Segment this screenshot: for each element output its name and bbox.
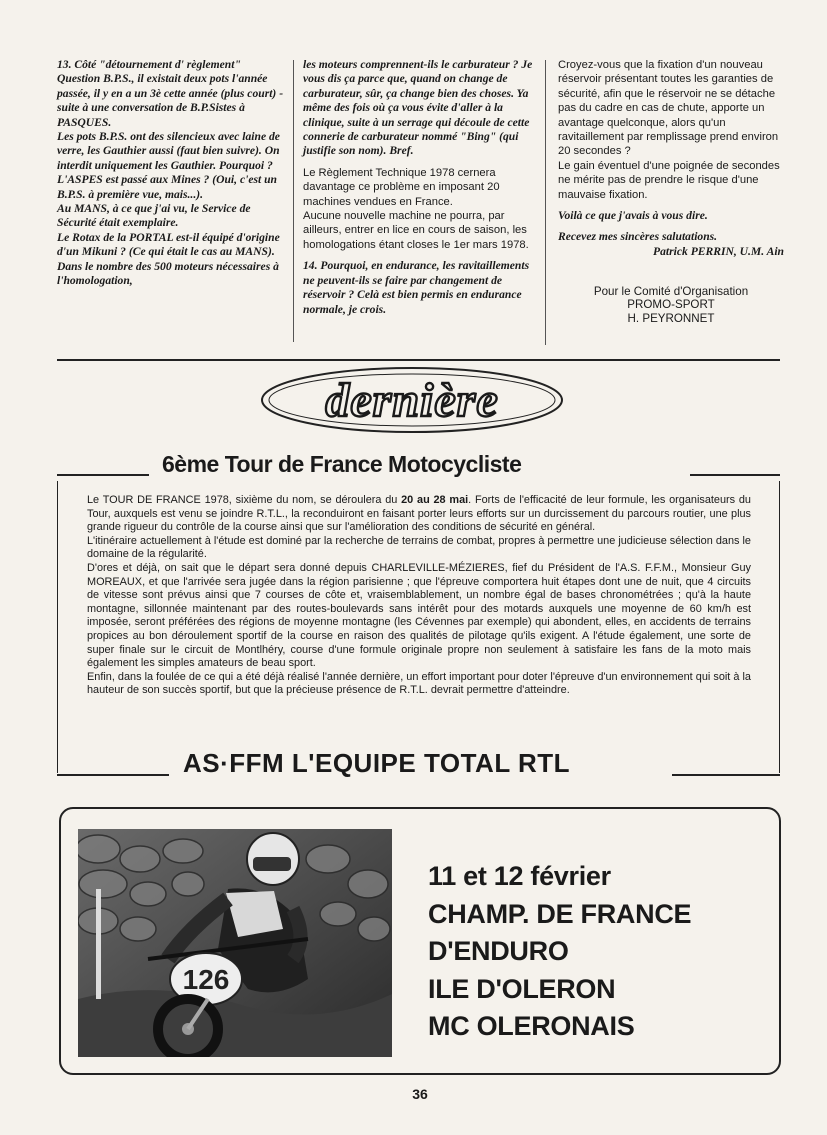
banner-word: dernière [325, 374, 499, 427]
closing-line: Recevez mes sincères salutations. [558, 230, 718, 244]
answer-paragraph: Aucune nouvelle machine ne pourra, par ailleurs, entrer en lice en cours de saison, les homologations étant closes le 1er mars 1978. [303, 210, 529, 251]
news-paragraph: L'itinéraire actuellement à l'étude est dominé par la recherche de terrains de combat, propres à permettre une judicieuse sélection dans le domaine de la régularité. [87, 534, 751, 561]
section-rule [57, 359, 780, 361]
column-divider [293, 60, 294, 342]
derniere-banner [260, 364, 565, 434]
letter-paragraph: Croyez-vous que la fixation d'un nouveau réservoir présentant toutes les garanties de sécurité, afin que le réservoir ne se détache pas du cadre en cas de chute, apporte un avantage quelconque, alors qu'un ravitaillement par remplissage prend environ 20 secondes ? [558, 59, 779, 158]
signature: Patrick PERRIN, U.M. Ain [653, 244, 784, 258]
footer-rule-right [672, 774, 780, 776]
organizer-line: Pour le Comité d'Organisation [593, 285, 749, 299]
enduro-rider-image [78, 829, 392, 1057]
letter-paragraph: Le gain éventuel d'une poignée de secondes ne mérite pas de prendre le risque d'une mauvaise fixation. [558, 159, 780, 201]
page-number: 36 [412, 1086, 428, 1102]
letter-paragraph: Les pots B.P.S. ont des silencieux avec laine de verre, les Gauthier aussi (faut bien suivre). On interdit uniquement les Gauthier. Pourquoi ? [57, 130, 280, 172]
news-paragraph: D'ores et déjà, on sait que le départ sera donné depuis CHARLEVILLE-MÉZIERES, fief du Président de l'A.S. F.F.M., Monsieur Guy MOREAUX, et que l'arrivée sera jugée dans la région parisienne ; que l'épreuve comportera huit étapes dont une de nuit, que 4 circuits de vitesse sont prévus ainsi que 7 courses de côte et, vraisemblablement, un nombre égal de bases chronométrées ; qu'à la haute montagne, sillonnée maintenant par des routes-boulevards sans intérêt pour des motards auxquels une moyenne de 60 km/h est imposée, seront préférées des régions de moyenne montagne (les Cévennes par exemple) qui abondent, elles, en accidents de terrains propices au bon déroulement sportif de la course en raison des qualités de pilotage qu'ils exigent. A l'étude également, une sorte de super finale sur le circuit de Montlhéry, course d'une formule originale propre non seulement à satisfaire les fans de la moto mais également les simples amateurs de beau sport. [87, 561, 751, 670]
letter-paragraph: 13. Côté "détournement d' règlement" Question B.P.S., il existait deux pots l'année passée, il y en a un 3è cette année (plus court) - suite à une conversation de B.P.Sistes à PASQUES. [57, 58, 284, 129]
letter-paragraph: les moteurs comprennent-ils le carburateur ? Je vous dis ça parce que, quand on change de carburateur, sûr, ça change bien des choses. Ya même des fois où ça vous évite d'aller à la clinique, suite à un serrage qui découle de cette connerie de carburateur nommé "Bing" (qui justifie son nom). Bref. [303, 58, 533, 158]
answer-paragraph: Le Règlement Technique 1978 cernera davantage ce problème en imposant 20 machines vendues en France. [303, 166, 500, 208]
news-paragraph: Enfin, dans la foulée de ce qui a été déjà réalisé l'année dernière, un effort important pour doter l'épreuve d'un environnement qui soit à la hauteur de son succès sportif, but que la précieuse présence de R.T.L. devrait permettre d'atteindre. [87, 670, 751, 697]
advert-text [428, 858, 691, 1046]
advert-line: D'ENDURO [428, 936, 569, 966]
footer-rule-left [57, 774, 169, 776]
advert-line: MC OLERONAIS [428, 1011, 635, 1041]
question-paragraph: 14. Pourquoi, en endurance, les ravitaillements ne peuvent-ils se faire par changement de réservoir ? Celà est bien permis en endurance normale, je crois. [303, 259, 530, 316]
rider-photo [78, 829, 392, 1057]
closing-line: Voilà ce que j'avais à vous dire. [558, 209, 708, 223]
news-footer: AS·FFM L'EQUIPE TOTAL RTL [183, 748, 570, 778]
news-dates: 20 au 28 mai [401, 494, 469, 506]
advert-line: ILE D'OLERON [428, 973, 616, 1004]
title-rule-left [57, 474, 149, 476]
letter-column-2 [303, 58, 535, 317]
column-divider [545, 60, 546, 345]
organizer-line: H. PEYRONNET [627, 311, 715, 325]
organizer-block [558, 285, 784, 325]
organizer-line: PROMO-SPORT [627, 298, 715, 312]
letter-column-1 [57, 58, 285, 289]
letter-paragraph: Au MANS, à ce que j'ai vu, le Service de Sécurité était exemplaire. [57, 202, 251, 230]
advert-line: CHAMP. DE FRANCE [428, 898, 692, 929]
letter-column-3 [558, 58, 784, 325]
news-title: 6ème Tour de France Motocycliste [162, 451, 522, 477]
title-rule-right [690, 474, 780, 476]
letter-paragraph: L'ASPES est passé aux Mines ? (Oui, c'est un B.P.S. à première vue, mais...). [57, 173, 277, 201]
news-paragraph: Le TOUR DE FRANCE 1978, sixième du nom, se déroulera du 20 au 28 mai. Forts de l'efficacité de leur formule, les organisateurs du Tour, auxquels est venu se joindre R.T.L., la reconduiront en faisant porter leurs efforts sur un durcissement du parcours routier, une plus grande rigueur du contrôle de la course ainsi que sur l'amélioration des conditions de sécurité en général. [87, 494, 751, 534]
news-body [87, 494, 751, 698]
advert-date: 11 et 12 février [428, 861, 611, 891]
letter-paragraph: Le Rotax de la PORTAL est-il équipé d'origine d'un Mikuni ? (Ce qui était le cas au MANS). Dans le nombre des 500 moteurs nécessaires à l'homologation, [57, 230, 280, 288]
bib-number: 126 [182, 964, 230, 995]
